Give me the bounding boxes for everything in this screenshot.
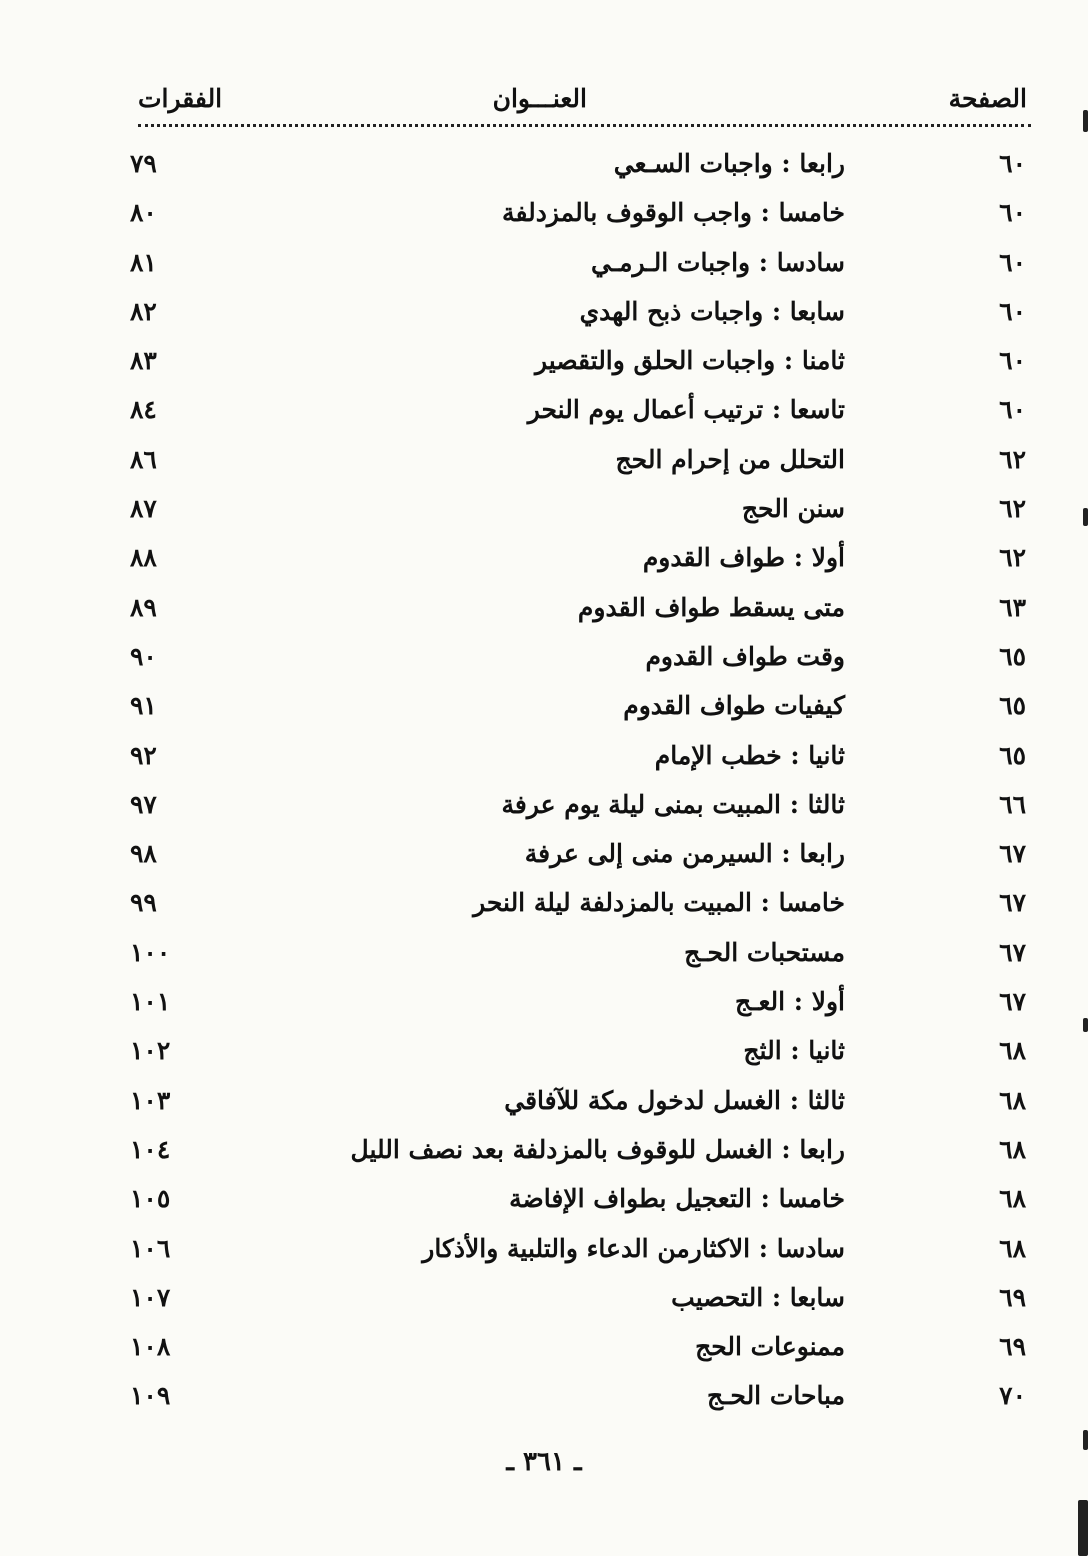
entry-page: ٦٨ — [999, 1134, 1026, 1164]
table-row — [0, 1226, 1088, 1275]
entry-title: ثامنا : واجبات الحلق والتقصير — [534, 346, 845, 376]
table-row — [0, 1324, 1088, 1373]
table-row — [0, 1275, 1088, 1324]
table-row — [0, 930, 1088, 979]
entry-paragraph: ٨٢ — [130, 296, 157, 326]
header-dotted-rule — [138, 124, 1031, 127]
entry-title: تاسعا : ترتيب أعمال يوم النحر — [527, 395, 845, 425]
header-title-column: العنـــوان — [492, 84, 587, 113]
entry-page: ٦٨ — [999, 1184, 1026, 1214]
entry-page: ٦٥ — [999, 641, 1026, 671]
scan-edge-mark — [1083, 110, 1088, 132]
entry-page: ٦٨ — [999, 1085, 1026, 1115]
entry-title: أولا : العـج — [735, 987, 845, 1017]
table-row — [0, 141, 1088, 190]
entry-paragraph: ١٠٣ — [130, 1085, 171, 1115]
entry-title: سنن الحج — [741, 494, 845, 524]
entry-paragraph: ١٠٥ — [130, 1184, 171, 1214]
entry-title: رابعا : واجبات السـعي — [613, 149, 845, 178]
entry-title: أولا : طواف القدوم — [642, 543, 845, 573]
entry-page: ٦٨ — [999, 1233, 1026, 1263]
entry-paragraph: ٨٧ — [130, 494, 157, 524]
entry-paragraph: ٩٠ — [130, 641, 157, 671]
entry-title: خامسا : واجب الوقوف بالمزدلفة — [502, 198, 845, 228]
table-row — [0, 880, 1088, 929]
table-of-contents — [0, 141, 1088, 1423]
entry-paragraph: ٩٨ — [130, 839, 157, 869]
scan-edge-mark — [1083, 508, 1088, 526]
table-row — [0, 979, 1088, 1028]
entry-paragraph: ٨٦ — [130, 444, 157, 474]
table-row — [0, 338, 1088, 387]
entry-title: التحلل من إحرام الحج — [615, 444, 845, 474]
entry-page: ٦٣ — [999, 592, 1026, 622]
table-row — [0, 240, 1088, 289]
entry-paragraph: ٧٩ — [130, 149, 157, 178]
entry-paragraph: ١٠٩ — [130, 1381, 171, 1411]
entry-paragraph: ١٠٤ — [130, 1134, 171, 1164]
entry-title: سابعا : واجبات ذبح الهدي — [579, 296, 845, 326]
entry-paragraph: ٨١ — [130, 247, 157, 277]
table-row — [0, 1373, 1088, 1422]
entry-page: ٦٠ — [999, 198, 1026, 228]
entry-paragraph: ٩١ — [130, 691, 157, 721]
entry-paragraph: ١٠٦ — [130, 1233, 171, 1263]
entry-title: ممنوعات الحج — [695, 1332, 845, 1362]
table-header — [130, 84, 1035, 124]
entry-title: سادسا : واجبات الـرمـي — [590, 247, 845, 277]
entry-page: ٦٢ — [999, 444, 1026, 474]
entry-title: مستحبات الحـج — [684, 937, 845, 967]
entry-title: وقت طواف القدوم — [645, 641, 845, 671]
entry-page: ٦٨ — [999, 1036, 1026, 1066]
entry-title: خامسا : المبيت بالمزدلفة ليلة النحر — [473, 888, 845, 918]
scan-edge-mark — [1083, 1018, 1088, 1032]
entry-paragraph: ٨٩ — [130, 592, 157, 622]
entry-title: رابعا : السيرمن منى إلى عرفة — [524, 839, 845, 869]
table-row — [0, 831, 1088, 880]
page-number: ـ ٣٦١ ـ — [506, 1447, 582, 1477]
entry-title: سادسا : الاكثارمن الدعاء والتلبية والأذكار — [422, 1233, 845, 1263]
entry-paragraph: ٨٤ — [130, 395, 157, 425]
entry-title: رابعا : الغسل للوقوف بالمزدلفة بعد نصف الليل — [350, 1134, 845, 1164]
table-row — [0, 437, 1088, 486]
entry-page: ٦٠ — [999, 247, 1026, 277]
entry-page: ٦٥ — [999, 740, 1026, 770]
entry-page: ٦٠ — [999, 149, 1026, 178]
entry-paragraph: ٩٢ — [130, 740, 157, 770]
table-row — [0, 683, 1088, 732]
entry-paragraph: ٩٩ — [130, 888, 157, 918]
table-row — [0, 585, 1088, 634]
table-row — [0, 289, 1088, 338]
entry-title: خامسا : التعجيل بطواف الإفاضة — [509, 1184, 845, 1214]
entry-paragraph: ٨٣ — [130, 346, 157, 376]
entry-paragraph: ٨٠ — [130, 198, 157, 228]
header-paragraphs-column: الفقرات — [138, 84, 223, 113]
entry-title: ثالثا : المبيت بمنى ليلة يوم عرفة — [501, 789, 845, 819]
entry-title: كيفيات طواف القدوم — [623, 691, 845, 721]
entry-page: ٧٠ — [999, 1381, 1026, 1411]
entry-paragraph: ١٠١ — [130, 987, 171, 1017]
scan-edge-mark — [1078, 1500, 1088, 1556]
table-row — [0, 1176, 1088, 1225]
entry-page: ٦٧ — [999, 888, 1026, 918]
table-row — [0, 1078, 1088, 1127]
entry-page: ٦٥ — [999, 691, 1026, 721]
entry-page: ٦٧ — [999, 839, 1026, 869]
table-row — [0, 1127, 1088, 1176]
table-row — [0, 733, 1088, 782]
header-page-column: الصفحة — [948, 84, 1027, 113]
table-row — [0, 535, 1088, 584]
entry-page: ٦٠ — [999, 296, 1026, 326]
scan-edge-mark — [1083, 1430, 1088, 1450]
entry-title: مباحات الحـج — [706, 1381, 845, 1411]
table-row — [0, 1028, 1088, 1077]
table-row — [0, 782, 1088, 831]
entry-title: ثانيا : خطب الإمام — [654, 740, 845, 770]
table-row — [0, 486, 1088, 535]
entry-paragraph: ١٠٧ — [130, 1282, 171, 1312]
table-row — [0, 387, 1088, 436]
entry-page: ٦٢ — [999, 543, 1026, 573]
entry-title: سابعا : التحصيب — [671, 1282, 845, 1312]
entry-paragraph: ٩٧ — [130, 789, 157, 819]
entry-paragraph: ١٠٠ — [130, 937, 171, 967]
table-row — [0, 634, 1088, 683]
entry-paragraph: ١٠٢ — [130, 1036, 171, 1066]
table-row — [0, 190, 1088, 239]
entry-paragraph: ٨٨ — [130, 543, 157, 573]
entry-page: ٦٦ — [999, 789, 1026, 819]
entry-title: ثانيا : الثج — [743, 1036, 845, 1066]
entry-page: ٦٧ — [999, 987, 1026, 1017]
entry-page: ٦٢ — [999, 494, 1026, 524]
entry-page: ٦٧ — [999, 937, 1026, 967]
entry-title: ثالثا : الغسل لدخول مكة للآفاقي — [504, 1085, 845, 1115]
entry-page: ٦٠ — [999, 346, 1026, 376]
entry-title: متى يسقط طواف القدوم — [577, 592, 845, 622]
entry-page: ٦٠ — [999, 395, 1026, 425]
entry-page: ٦٩ — [999, 1332, 1026, 1362]
entry-paragraph: ١٠٨ — [130, 1332, 171, 1362]
entry-page: ٦٩ — [999, 1282, 1026, 1312]
